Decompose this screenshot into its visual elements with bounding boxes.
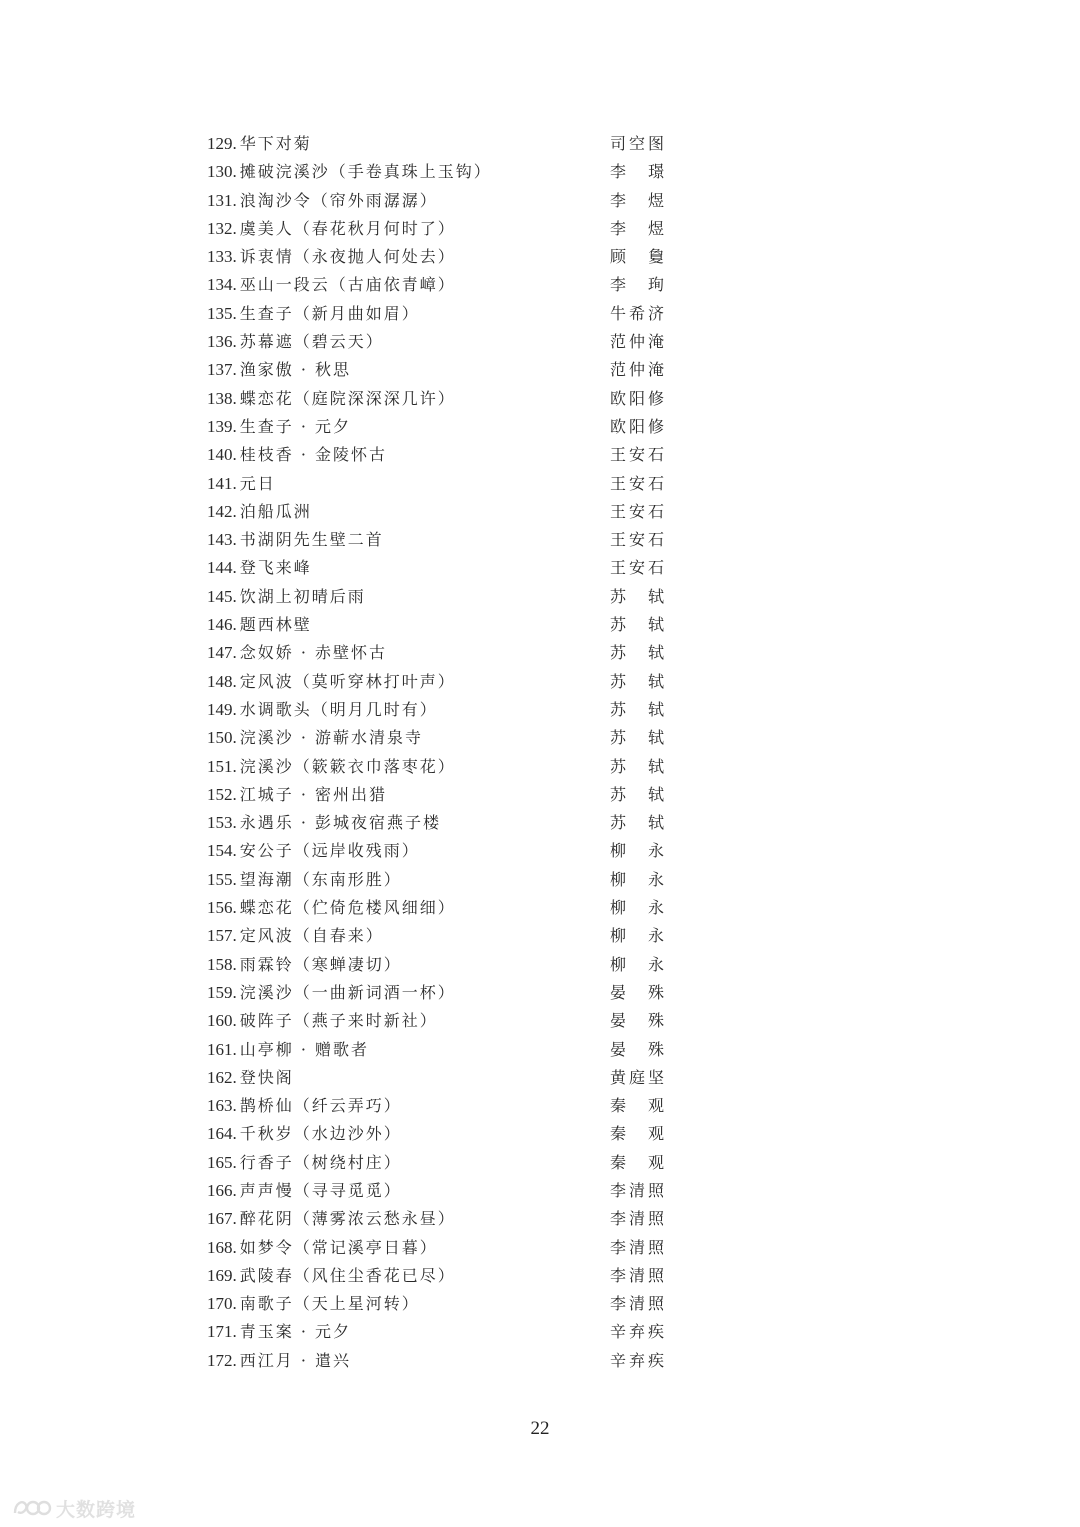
author-char: 石 <box>647 558 666 578</box>
entry-author <box>610 1290 666 1318</box>
author-char: 仲 <box>628 360 647 380</box>
list-item <box>207 894 667 922</box>
entry-author <box>610 753 666 781</box>
author-char: 疾 <box>647 1322 666 1342</box>
entry-author <box>610 158 666 186</box>
entry-number: 136. <box>207 332 237 352</box>
author-char: 照 <box>647 1265 666 1285</box>
author-char: 希 <box>628 303 647 323</box>
author-char: 轼 <box>647 813 666 833</box>
author-char: 清 <box>628 1180 647 1200</box>
entry-title: 元日 <box>239 473 276 493</box>
list-item <box>207 753 667 781</box>
author-char: 珣 <box>647 275 666 295</box>
entry-title: 饮湖上初晴后雨 <box>239 586 366 606</box>
entry-title: 渔家傲 · 秋思 <box>239 360 352 380</box>
list-item <box>207 1149 667 1177</box>
author-char: 空 <box>628 134 647 153</box>
author-char: 晏 <box>610 1039 629 1059</box>
entry-author <box>610 922 666 950</box>
entry-number: 141. <box>207 473 237 493</box>
author-char: 照 <box>647 1180 666 1200</box>
entry-author <box>610 781 666 809</box>
author-char: 秦 <box>610 1124 629 1144</box>
entry-number: 133. <box>207 247 237 267</box>
author-char: 李 <box>610 275 629 295</box>
entry-author <box>610 866 666 894</box>
entry-title: 南歌子（天上星河转） <box>239 1294 420 1314</box>
author-char: 李 <box>610 1265 629 1285</box>
list-item <box>207 1092 667 1120</box>
entry-author <box>610 300 666 328</box>
list-item <box>207 1036 667 1064</box>
entry-title: 生查子（新月曲如眉） <box>239 303 420 323</box>
author-char: 观 <box>647 1096 666 1116</box>
list-item <box>207 526 667 554</box>
entry-title: 醉花阴（薄雾浓云愁永昼） <box>239 1209 456 1229</box>
entry-author <box>610 356 666 384</box>
entry-number: 149. <box>207 699 237 719</box>
entry-title: 浪淘沙令（帘外雨潺潺） <box>239 190 438 210</box>
entry-title: 书湖阴先生壁二首 <box>239 530 384 550</box>
entry-title: 望海潮（东南形胜） <box>239 869 402 889</box>
author-char: 晏 <box>610 1011 629 1031</box>
entry-title: 虞美人（春花秋月何时了） <box>239 218 456 238</box>
author-char: 轼 <box>647 643 666 663</box>
author-char: 殊 <box>647 982 666 1002</box>
author-char: 安 <box>628 445 647 465</box>
entry-author <box>610 1262 666 1290</box>
entry-author <box>610 583 666 611</box>
author-char: 清 <box>628 1237 647 1257</box>
entry-number: 144. <box>207 558 237 578</box>
author-char: 李 <box>610 1294 629 1314</box>
author-char: 济 <box>647 303 666 323</box>
list-item <box>207 639 667 667</box>
list-item <box>207 187 667 215</box>
list-item <box>207 979 667 1007</box>
list-item <box>207 611 667 639</box>
author-char: 苏 <box>610 643 629 663</box>
author-char: 煜 <box>647 218 666 238</box>
list-item <box>207 271 667 299</box>
author-char: 永 <box>647 926 666 946</box>
author-char: 安 <box>628 501 647 521</box>
author-char: 疾 <box>647 1350 666 1370</box>
author-char: 照 <box>647 1209 666 1229</box>
entry-author <box>610 1007 666 1035</box>
author-char: 李 <box>610 1180 629 1200</box>
entry-title: 生查子 · 元夕 <box>239 416 352 436</box>
entry-author <box>610 385 666 413</box>
list-item <box>207 328 667 356</box>
entry-title: 永遇乐 · 彭城夜宿燕子楼 <box>239 813 442 833</box>
entry-author <box>610 187 666 215</box>
entry-number: 139. <box>207 416 237 436</box>
entry-number: 131. <box>207 190 237 210</box>
entry-number: 154. <box>207 841 237 861</box>
author-char: 司 <box>610 134 629 153</box>
author-char: 轼 <box>647 615 666 635</box>
list-item <box>207 837 667 865</box>
entry-author <box>610 328 666 356</box>
author-char: 王 <box>610 501 629 521</box>
author-char: 范 <box>610 332 629 352</box>
author-char: 牛 <box>610 303 629 323</box>
entry-number: 167. <box>207 1209 237 1229</box>
list-item <box>207 1347 667 1375</box>
entry-title: 水调歌头（明月几时有） <box>239 699 438 719</box>
author-char: 轼 <box>647 756 666 776</box>
author-char: 轼 <box>647 728 666 748</box>
list-item <box>207 951 667 979</box>
author-char: 修 <box>647 416 666 436</box>
author-char: 王 <box>610 530 629 550</box>
entry-number: 145. <box>207 586 237 606</box>
author-char: 李 <box>610 190 629 210</box>
entry-number: 172. <box>207 1350 237 1370</box>
entry-number: 135. <box>207 303 237 323</box>
list-item <box>207 1262 667 1290</box>
entry-author <box>610 668 666 696</box>
author-char: 柳 <box>610 841 629 861</box>
author-char: 璟 <box>647 162 666 182</box>
author-char: 柳 <box>610 926 629 946</box>
author-char: 苏 <box>610 784 629 804</box>
entry-number: 137. <box>207 360 237 380</box>
entry-title: 念奴娇 · 赤壁怀古 <box>239 643 388 663</box>
entry-title: 破阵子（燕子来时新社） <box>239 1011 438 1031</box>
author-char: 仲 <box>628 332 647 352</box>
author-char: 李 <box>610 162 629 182</box>
entry-author <box>610 498 666 526</box>
list-item <box>207 1234 667 1262</box>
author-char: 苏 <box>610 756 629 776</box>
entry-author <box>610 1120 666 1148</box>
entry-author <box>610 951 666 979</box>
entry-number: 153. <box>207 813 237 833</box>
entry-author <box>610 526 666 554</box>
entry-number: 155. <box>207 869 237 889</box>
entry-author <box>610 243 666 271</box>
entry-number: 129. <box>207 134 237 153</box>
entry-author <box>610 1036 666 1064</box>
poem-list <box>207 130 667 1375</box>
author-char: 庭 <box>628 1067 647 1087</box>
list-item <box>207 668 667 696</box>
list-item <box>207 1120 667 1148</box>
author-char: 辛 <box>610 1350 629 1370</box>
entry-title: 如梦令（常记溪亭日暮） <box>239 1237 438 1257</box>
entry-number: 143. <box>207 530 237 550</box>
author-char: 秦 <box>610 1096 629 1116</box>
author-char: 顾 <box>610 247 629 267</box>
entry-title: 登快阁 <box>239 1067 294 1087</box>
author-char: 范 <box>610 360 629 380</box>
author-char: 石 <box>647 473 666 493</box>
entry-author <box>610 809 666 837</box>
entry-number: 152. <box>207 784 237 804</box>
author-char: 柳 <box>610 898 629 918</box>
author-char: 苏 <box>610 728 629 748</box>
entry-number: 162. <box>207 1067 237 1087</box>
watermark-text: 大数跨境 <box>56 1498 137 1521</box>
author-char: 王 <box>610 445 629 465</box>
entry-number: 161. <box>207 1039 237 1059</box>
entry-title: 行香子（树绕村庄） <box>239 1152 402 1172</box>
author-char: 阳 <box>628 388 647 408</box>
author-char: 苏 <box>610 699 629 719</box>
author-char: 图 <box>647 134 666 153</box>
entry-number: 159. <box>207 982 237 1002</box>
author-char: 永 <box>647 841 666 861</box>
author-char: 李 <box>610 1209 629 1229</box>
entry-number: 134. <box>207 275 237 295</box>
watermark <box>12 1493 136 1523</box>
entry-title: 声声慢（寻寻觅觅） <box>239 1180 402 1200</box>
author-char: 黄 <box>610 1067 629 1087</box>
entry-author <box>610 271 666 299</box>
author-char: 李 <box>610 1237 629 1257</box>
entry-author <box>610 413 666 441</box>
entry-author <box>610 1177 666 1205</box>
author-char: 永 <box>647 954 666 974</box>
list-item <box>207 583 667 611</box>
entry-number: 169. <box>207 1265 237 1285</box>
list-item <box>207 413 667 441</box>
author-char: 安 <box>628 473 647 493</box>
list-item <box>207 300 667 328</box>
entry-number: 166. <box>207 1180 237 1200</box>
entry-title: 华下对菊 <box>239 134 312 153</box>
author-char: 照 <box>647 1237 666 1257</box>
page-number: 22 <box>530 1418 550 1439</box>
author-char: 王 <box>610 558 629 578</box>
entry-number: 150. <box>207 728 237 748</box>
entry-title: 泊船瓜洲 <box>239 501 312 521</box>
author-char: 弃 <box>628 1322 647 1342</box>
author-char: 柳 <box>610 869 629 889</box>
author-char: 殊 <box>647 1011 666 1031</box>
entry-title: 诉衷情（永夜抛人何处去） <box>239 247 456 267</box>
author-char: 观 <box>647 1124 666 1144</box>
author-char: 王 <box>610 473 629 493</box>
entry-number: 156. <box>207 898 237 918</box>
entry-number: 132. <box>207 218 237 238</box>
author-char: 清 <box>628 1265 647 1285</box>
entry-number: 130. <box>207 162 237 182</box>
author-char: 殊 <box>647 1039 666 1059</box>
entry-title: 浣溪沙（簌簌衣巾落枣花） <box>239 756 456 776</box>
author-char: 阳 <box>628 416 647 436</box>
author-char: 石 <box>647 530 666 550</box>
author-char: 坚 <box>647 1067 666 1087</box>
entry-title: 巫山一段云（古庙依青嶂） <box>239 275 456 295</box>
entry-title: 雨霖铃（寒蝉凄切） <box>239 954 402 974</box>
entry-title: 千秋岁（水边沙外） <box>239 1124 402 1144</box>
entry-author <box>610 1149 666 1177</box>
entry-number: 146. <box>207 615 237 635</box>
entry-number: 171. <box>207 1322 237 1342</box>
author-char: 柳 <box>610 954 629 974</box>
list-item <box>207 215 667 243</box>
entry-number: 157. <box>207 926 237 946</box>
author-char: 苏 <box>610 813 629 833</box>
entry-number: 158. <box>207 954 237 974</box>
entry-number: 140. <box>207 445 237 465</box>
author-char: 安 <box>628 558 647 578</box>
author-char: 淹 <box>647 332 666 352</box>
entry-title: 摊破浣溪沙（手卷真珠上玉钩） <box>239 162 492 182</box>
author-char: 苏 <box>610 615 629 635</box>
entry-number: 170. <box>207 1294 237 1314</box>
author-char: 观 <box>647 1152 666 1172</box>
entry-author <box>610 470 666 498</box>
entry-number: 165. <box>207 1152 237 1172</box>
brand-logo-icon <box>12 1495 52 1521</box>
entry-number: 148. <box>207 671 237 691</box>
entry-author <box>610 724 666 752</box>
author-char: 煜 <box>647 190 666 210</box>
entry-author <box>610 1318 666 1346</box>
entry-author <box>610 441 666 469</box>
entry-author <box>610 1347 666 1375</box>
entry-title: 西江月 · 遣兴 <box>239 1350 352 1370</box>
entry-author <box>610 130 666 158</box>
list-item <box>207 470 667 498</box>
entry-number: 160. <box>207 1011 237 1031</box>
entry-number: 147. <box>207 643 237 663</box>
list-item <box>207 1177 667 1205</box>
entry-author <box>610 696 666 724</box>
list-item <box>207 922 667 950</box>
author-char: 轼 <box>647 586 666 606</box>
author-char: 照 <box>647 1294 666 1314</box>
list-item <box>207 1318 667 1346</box>
entry-title: 题西林壁 <box>239 615 312 635</box>
author-char: 敻 <box>647 247 666 267</box>
entry-title: 定风波（莫听穿林打叶声） <box>239 671 456 691</box>
author-char: 李 <box>610 218 629 238</box>
author-char: 辛 <box>610 1322 629 1342</box>
author-char: 永 <box>647 869 666 889</box>
entry-author <box>610 1092 666 1120</box>
entry-number: 151. <box>207 756 237 776</box>
author-char: 秦 <box>610 1152 629 1172</box>
entry-author <box>610 554 666 582</box>
entry-number: 142. <box>207 501 237 521</box>
list-item <box>207 724 667 752</box>
list-item <box>207 498 667 526</box>
entry-title: 青玉案 · 元夕 <box>239 1322 352 1342</box>
list-item <box>207 1007 667 1035</box>
entry-title: 定风波（自春来） <box>239 926 384 946</box>
list-item <box>207 158 667 186</box>
author-char: 淹 <box>647 360 666 380</box>
list-item <box>207 356 667 384</box>
author-char: 苏 <box>610 671 629 691</box>
entry-title: 江城子 · 密州出猎 <box>239 784 388 804</box>
entry-number: 138. <box>207 388 237 408</box>
entry-title: 苏幕遮（碧云天） <box>239 332 384 352</box>
entry-title: 登飞来峰 <box>239 558 312 578</box>
entry-author <box>610 611 666 639</box>
list-item <box>207 781 667 809</box>
author-char: 轼 <box>647 699 666 719</box>
list-item <box>207 130 667 158</box>
author-char: 弃 <box>628 1350 647 1370</box>
author-char: 轼 <box>647 784 666 804</box>
entry-title: 武陵春（风住尘香花已尽） <box>239 1265 456 1285</box>
list-item <box>207 1290 667 1318</box>
entry-author <box>610 979 666 1007</box>
entry-author <box>610 1064 666 1092</box>
entry-title: 安公子（远岸收残雨） <box>239 841 420 861</box>
entry-title: 浣溪沙（一曲新词酒一杯） <box>239 982 456 1002</box>
list-item <box>207 441 667 469</box>
entry-author <box>610 1205 666 1233</box>
author-char: 苏 <box>610 586 629 606</box>
author-char: 欧 <box>610 416 629 436</box>
list-item <box>207 1064 667 1092</box>
entry-author <box>610 894 666 922</box>
author-char: 清 <box>628 1209 647 1229</box>
author-char: 永 <box>647 898 666 918</box>
list-item <box>207 696 667 724</box>
author-char: 欧 <box>610 388 629 408</box>
list-item <box>207 385 667 413</box>
list-item <box>207 866 667 894</box>
list-item <box>207 554 667 582</box>
author-char: 轼 <box>647 671 666 691</box>
entry-title: 山亭柳 · 赠歌者 <box>239 1039 370 1059</box>
author-char: 晏 <box>610 982 629 1002</box>
entry-number: 168. <box>207 1237 237 1257</box>
author-char: 修 <box>647 388 666 408</box>
entry-author <box>610 639 666 667</box>
entry-title: 蝶恋花（庭院深深深几许） <box>239 388 456 408</box>
entry-title: 蝶恋花（伫倚危楼风细细） <box>239 898 456 918</box>
list-item <box>207 243 667 271</box>
entry-title: 浣溪沙 · 游蕲水清泉寺 <box>239 728 424 748</box>
entry-title: 鹊桥仙（纤云弄巧） <box>239 1096 402 1116</box>
entry-author <box>610 215 666 243</box>
entry-number: 164. <box>207 1124 237 1144</box>
author-char: 安 <box>628 530 647 550</box>
list-item <box>207 1205 667 1233</box>
author-char: 石 <box>647 445 666 465</box>
entry-title: 桂枝香 · 金陵怀古 <box>239 445 388 465</box>
entry-author <box>610 837 666 865</box>
entry-number: 163. <box>207 1096 237 1116</box>
author-char: 清 <box>628 1294 647 1314</box>
list-item <box>207 809 667 837</box>
entry-author <box>610 1234 666 1262</box>
author-char: 石 <box>647 501 666 521</box>
